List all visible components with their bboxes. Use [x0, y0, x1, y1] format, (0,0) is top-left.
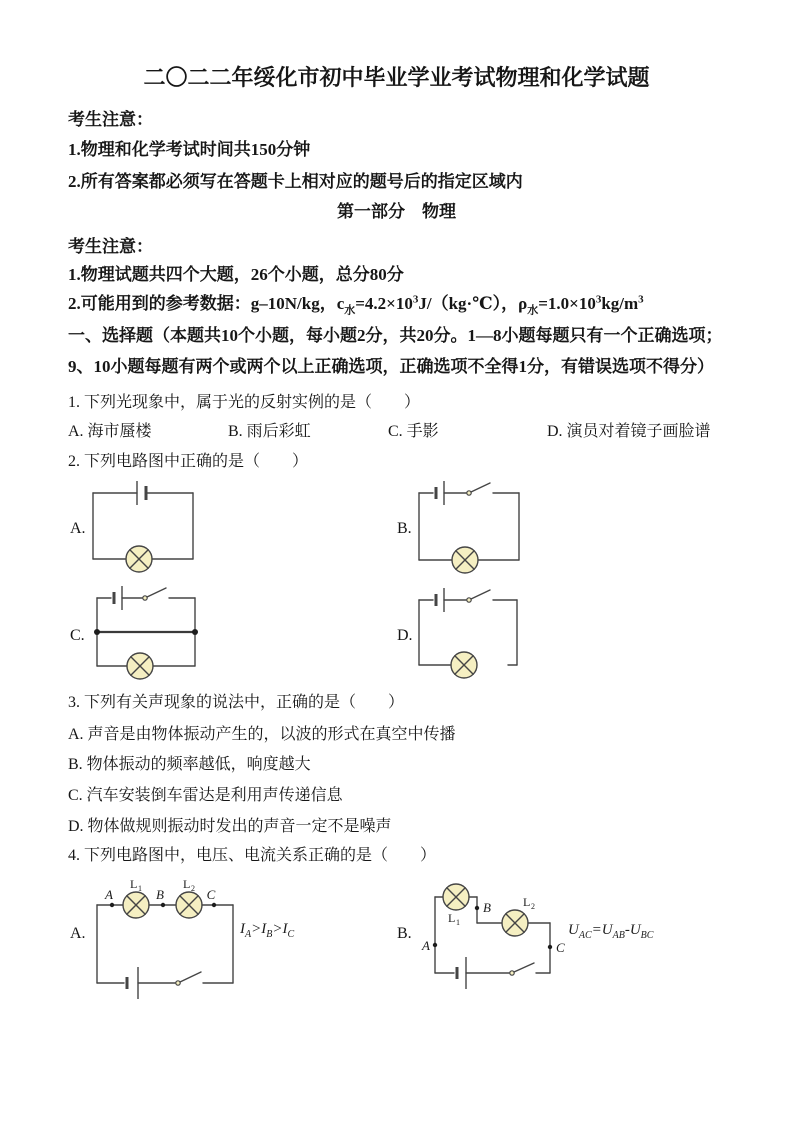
formula-eq: = — [591, 922, 602, 938]
formula-minus: - — [624, 922, 630, 938]
q2-option-label-c: C. — [70, 627, 85, 644]
exam-title: 二〇二二年绥化市初中毕业学业考试物理和化学试题 — [143, 65, 650, 90]
point-c-dot — [548, 945, 552, 949]
lamp-icon — [452, 547, 478, 573]
q2-option-label-a: A. — [70, 520, 86, 537]
formula-sub-BC: BC — [640, 930, 654, 941]
q2-circuit-c-diagram — [90, 586, 205, 678]
lamp1-label-sub: 1 — [456, 918, 460, 927]
battery-icon — [457, 957, 466, 989]
lamp1-label-sub: 1 — [138, 884, 142, 893]
q3-option-d: D. 物体做规则振动时发出的声音一定不是噪声 — [68, 818, 392, 835]
switch-icon — [467, 483, 519, 495]
point-a-label: A — [105, 887, 113, 902]
lamp-icon — [451, 652, 477, 678]
point-c-dot — [212, 903, 216, 907]
formula-sub-AC: AC — [578, 930, 592, 941]
formula-U-2: U — [601, 922, 613, 938]
q1-option-a: A. 海市蜃楼 — [68, 423, 152, 440]
ref-sup-3: 3 — [638, 293, 644, 306]
q4-stem: 4. 下列电路图中，电压、电流关系正确的是（ ） — [68, 847, 437, 864]
point-b-label: B — [156, 887, 164, 902]
reference-data-line — [68, 293, 644, 318]
junction-dot — [192, 629, 198, 635]
formula-U-1: U — [568, 922, 579, 938]
q1-stem: 1. 下列光现象中，属于光的反射实例的是（ ） — [68, 394, 421, 411]
section1-heading-line1: 一、选择题（本题共10个小题，每小题2分，共20分。1—8小题每题只有一个正确选项； — [68, 326, 723, 345]
lamp2-label: L — [183, 877, 191, 891]
point-c-label: C — [206, 887, 216, 902]
lamp1-label: L — [130, 877, 138, 891]
formula-I-1: I — [240, 921, 245, 937]
ref-sub-water-2: 水 — [527, 304, 539, 317]
q4-circuit-b-diagram — [418, 870, 568, 992]
ref-sub-water-1: 水 — [344, 304, 356, 317]
q1-option-c: C. 手影 — [388, 423, 439, 440]
point-b-label: B — [483, 900, 491, 915]
ref-sup-2: 3 — [595, 293, 602, 306]
formula-sub-C: C — [287, 929, 295, 940]
q2-option-label-b: B. — [397, 520, 412, 537]
notice2-item1: 1.物理试题共四个大题，26个小题，总分80分 — [68, 265, 404, 284]
ref-text-2: =4.2×10 — [355, 294, 413, 313]
point-c-label: C — [556, 940, 565, 955]
part1-heading: 第一部分 物理 — [337, 202, 456, 221]
battery-icon — [127, 967, 138, 999]
q3-option-a: A. 声音是由物体振动产生的，以波的形式在真空中传播 — [68, 726, 456, 743]
formula-sub-A: A — [245, 929, 252, 940]
q1-option-b: B. 雨后彩虹 — [228, 423, 311, 440]
switch-icon — [467, 590, 517, 602]
formula-sub-AB: AB — [612, 930, 625, 941]
formula-gt-1: > — [251, 921, 262, 937]
q4-optionA-relation — [240, 921, 294, 940]
point-a-label: A — [422, 938, 430, 953]
formula-gt-2: > — [272, 921, 283, 937]
battery-icon — [436, 588, 444, 612]
notice1-item2: 2.所有答案都必须写在答题卡上相对应的题号后的指定区域内 — [68, 172, 523, 191]
ref-text-4: =1.0×10 — [538, 294, 596, 313]
switch-icon — [510, 963, 550, 975]
section1-heading-line2: 9、10小题每题有两个或两个以上正确选项，正确选项不全得1分，有错误选项不得分） — [68, 357, 714, 376]
q4-option-label-a: A. — [70, 925, 86, 942]
q3-option-b: B. 物体振动的频率越低，响度越大 — [68, 756, 311, 773]
short-circuit-wire — [94, 629, 198, 635]
q2-stem: 2. 下列电路图中正确的是（ ） — [68, 453, 309, 470]
point-b-dot — [161, 903, 165, 907]
lamp1-label: L — [448, 911, 456, 925]
q3-option-c: C. 汽车安装倒车雷达是利用声传递信息 — [68, 787, 343, 804]
battery-icon — [436, 481, 444, 505]
lamp-icon — [123, 892, 149, 918]
switch-icon — [176, 972, 233, 985]
formula-I-3: I — [282, 921, 288, 937]
q2-circuit-a-diagram — [88, 480, 203, 572]
formula-sub-B: B — [266, 929, 273, 940]
formula-U-3: U — [629, 922, 641, 938]
q3-stem: 3. 下列有关声现象的说法中，正确的是（ ） — [68, 694, 405, 711]
formula-I-2: I — [261, 921, 267, 937]
lamp-icon — [502, 910, 528, 936]
q2-circuit-b-diagram — [414, 480, 529, 572]
battery-icon — [114, 586, 122, 610]
lamp2-label-sub: 2 — [191, 884, 195, 893]
q2-option-label-d: D. — [397, 627, 413, 644]
q4-circuit-a-diagram — [95, 868, 240, 1000]
q1-option-d: D. 演员对着镜子画脸谱 — [547, 423, 711, 440]
point-a-dot — [433, 943, 437, 947]
lamp-icon — [126, 546, 152, 572]
notice1-item1: 1.物理和化学考试时间共150分钟 — [68, 140, 311, 159]
q2-circuit-d-diagram — [414, 588, 526, 678]
q4-option-label-b: B. — [397, 925, 412, 942]
ref-text-3: J/（kg·℃），ρ — [418, 294, 528, 313]
switch-icon — [143, 588, 195, 600]
ref-text-5: kg/m — [601, 294, 639, 313]
point-a-dot — [110, 903, 114, 907]
lamp-icon — [443, 884, 469, 910]
notice2-heading: 考生注意： — [68, 237, 153, 256]
junction-dot — [94, 629, 100, 635]
lamp-icon — [127, 653, 153, 679]
q4-optionB-relation — [568, 922, 653, 941]
lamp2-label-sub: 2 — [531, 902, 535, 911]
ref-sup-1: 3 — [412, 293, 419, 306]
point-b-dot — [475, 906, 479, 910]
ref-text-1: 2.可能用到的参考数据：g–10N/kg，c — [68, 294, 345, 313]
notice1-heading: 考生注意： — [68, 110, 153, 129]
lamp2-label: L — [523, 895, 531, 909]
battery-icon — [137, 481, 146, 505]
lamp-icon — [176, 892, 202, 918]
